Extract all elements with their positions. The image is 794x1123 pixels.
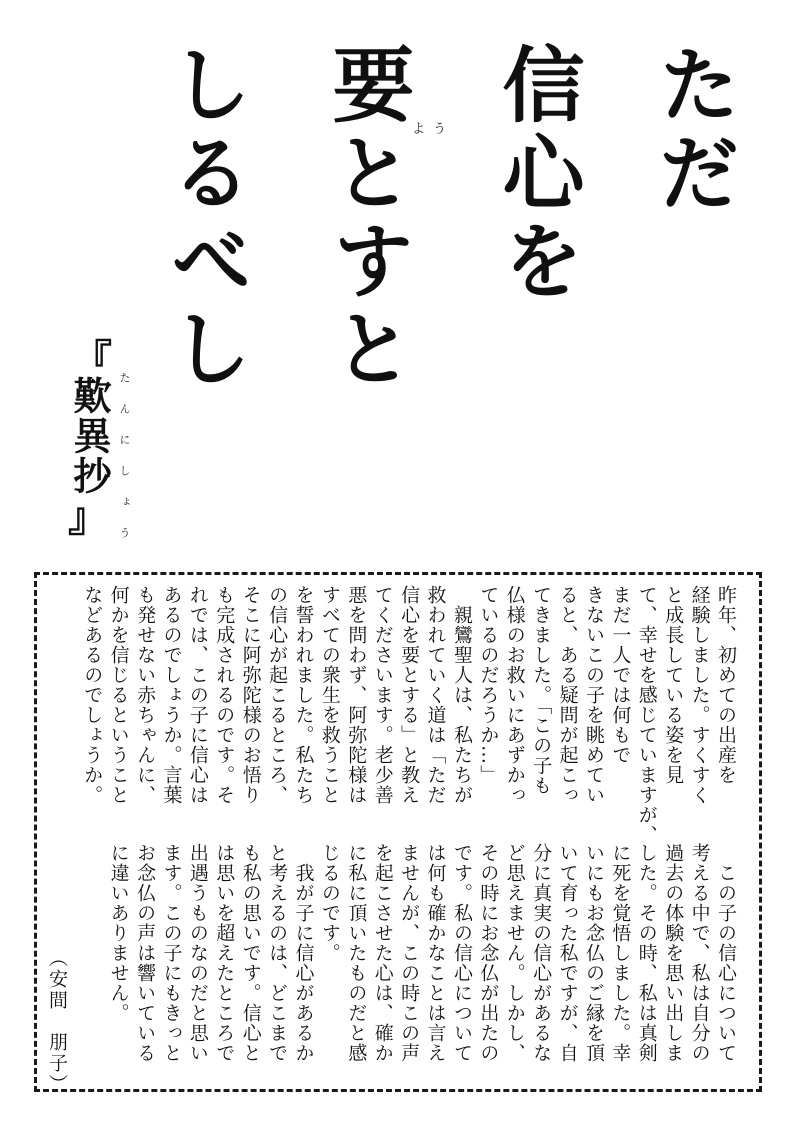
essay-upper-text: 昨年、初めての出産を 経験しました。すくすく と成長している姿を見 て、幸せを感じていますが、 まだ一人では何もで きないこの子を眺めてい ると、ある疑問が起こっ てきました。「この子も 仏様のお救いにあずかっ ているのだろうか…」 親鸞聖人は、私たちが 救われていく道は「ただ 信心を要とする」と教え てくださいます。老少善 悪を問わず、阿弥陀様は すべての衆生を救うこと を誓われました。私たち の信心が起こるところ、 そこに阿弥陀様のお悟り も完成されるのです。そ れでは、この子に信心は あるのでしょうか。言葉 も発せない赤ちゃんに、 何かを信じるということ などあるのでしょうか。 [81, 585, 737, 845]
source-title: 歎異抄 [67, 376, 112, 496]
essay-box [34, 572, 762, 1092]
source-open-bracket: 『 [72, 336, 112, 383]
title-ruby: よう [412, 122, 455, 137]
author-name: （安間 朋子） [46, 948, 68, 1095]
essay-lower-text: この子の信心について 考える中で、私は自分の 過去の体験を思い出しま した。その時、私は真剣 に死を覚悟しました。幸 いにもお念仏のご縁を頂 いて育った私ですが、自 分に真実の信心があるな ど思えません。しかし、 その時にお念仏が出たの です。私の信心について は何も確かなことは言え ませんが、この時この声 を起こさせた心は、確か に私に頂いたものだと感 じるのです。 我が子に信心があるか と考えるのは、どこまで も私の思いです。信心と は思いを超えたところで 出遇うものなのだと思い ます。この子にもきっと お念仏の声は響いている に違いありません。 [107, 843, 737, 1063]
source-close-bracket: 』 [68, 494, 108, 541]
title-line-3: 要とすと [319, 42, 415, 394]
source-block [62, 336, 122, 541]
source-ruby: たんにしょう [118, 372, 131, 558]
title-line-2: 信心を [489, 42, 585, 306]
title-line-4: しるべし [157, 42, 253, 394]
title-line-1: ただ [645, 42, 741, 218]
